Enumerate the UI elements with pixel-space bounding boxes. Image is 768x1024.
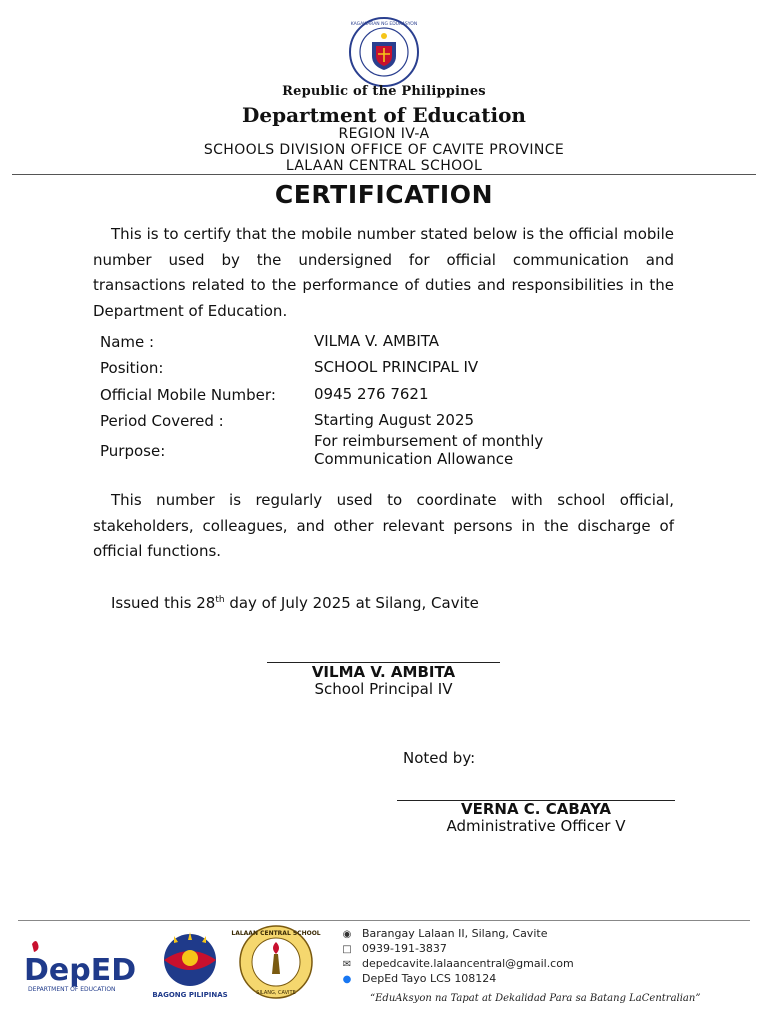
school-motto: “EduAksyon na Tapat at Dekalidad Para sa Batang LaCentralian”	[370, 993, 701, 1004]
detail-label-mobile: Official Mobile Number:	[100, 386, 276, 404]
school-heading: LALAAN CENTRAL SCHOOL	[285, 158, 483, 174]
svg-text:SILANG, CAVITE: SILANG, CAVITE	[256, 990, 296, 996]
footer-phone-text: 0939-191-3837	[362, 942, 447, 955]
bagong-pilipinas-logo	[150, 928, 230, 1000]
noted-by-label: Noted by:	[403, 749, 476, 767]
footer-email-text: depedcavite.lalaancentral@gmail.com	[362, 957, 574, 970]
footer-divider	[18, 920, 750, 921]
issued-ordinal: th	[215, 595, 225, 605]
detail-label-position: Position:	[100, 359, 164, 377]
detail-label-period: Period Covered :	[100, 412, 224, 430]
svg-text:LALAAN CENTRAL SCHOOL: LALAAN CENTRAL SCHOOL	[231, 930, 321, 937]
detail-value-mobile: 0945 276 7621	[314, 385, 429, 403]
footer-facebook	[340, 972, 496, 985]
noted-by-name: VERNA C. CABAYA	[461, 800, 611, 818]
detail-value-purpose-line2: Communication Allowance	[314, 450, 514, 468]
deped-logo	[22, 938, 137, 996]
footer-phone	[340, 942, 447, 955]
footer-email	[340, 957, 574, 970]
svg-text:DepED: DepED	[24, 953, 137, 988]
issued-statement	[111, 594, 479, 612]
phone-icon: □	[342, 944, 352, 955]
department-heading: Department of Education	[242, 103, 526, 127]
facebook-icon: ●	[342, 974, 352, 985]
detail-label-name: Name :	[100, 333, 155, 351]
footer-facebook-text: DepEd Tayo LCS 108124	[362, 972, 497, 985]
intro-paragraph: This is to certify that the mobile number stated below is the official mobile number used by the undersigned for official communication and transactions related to the performance of duties and responsibilities in the Department of Education.	[93, 225, 674, 320]
issued-after: day of July 2025 at Silang, Cavite	[224, 594, 479, 612]
region-heading: REGION IV-A	[338, 126, 430, 142]
issued-before: Issued this 28	[111, 594, 216, 612]
signatory-position: School Principal IV	[314, 680, 453, 698]
email-icon: ✉	[342, 959, 352, 970]
location-icon: ◉	[342, 929, 352, 940]
svg-text:KAGAWARAN NG EDUKASYON: KAGAWARAN NG EDUKASYON	[350, 22, 418, 27]
header-divider	[12, 174, 756, 175]
svg-text:BAGONG PILIPINAS: BAGONG PILIPINAS	[152, 991, 228, 999]
usage-paragraph: This number is regularly used to coordinate with school official, stakeholders, colleagues, and other relevant persons in the discharge of official functions.	[93, 491, 674, 560]
noted-by-position: Administrative Officer V	[446, 817, 626, 835]
detail-value-name: VILMA V. AMBITA	[314, 332, 440, 350]
republic-heading: Republic of the Philippines	[282, 84, 486, 99]
footer-address	[340, 927, 547, 940]
division-heading: SCHOOLS DIVISION OFFICE OF CAVITE PROVINCE	[203, 142, 565, 158]
document-title: CERTIFICATION	[274, 180, 494, 209]
detail-label-purpose: Purpose:	[100, 442, 166, 460]
lalaan-central-school-logo	[231, 924, 321, 1000]
detail-value-purpose-line1: For reimbursement of monthly	[314, 432, 544, 450]
deped-seal	[348, 16, 420, 88]
signatory-name: VILMA V. AMBITA	[311, 663, 456, 681]
detail-value-period: Starting August 2025	[314, 411, 475, 429]
detail-value-position: SCHOOL PRINCIPAL IV	[314, 358, 479, 376]
footer-address-text: Barangay Lalaan II, Silang, Cavite	[362, 927, 548, 940]
svg-text:DEPARTMENT OF EDUCATION: DEPARTMENT OF EDUCATION	[28, 986, 116, 993]
